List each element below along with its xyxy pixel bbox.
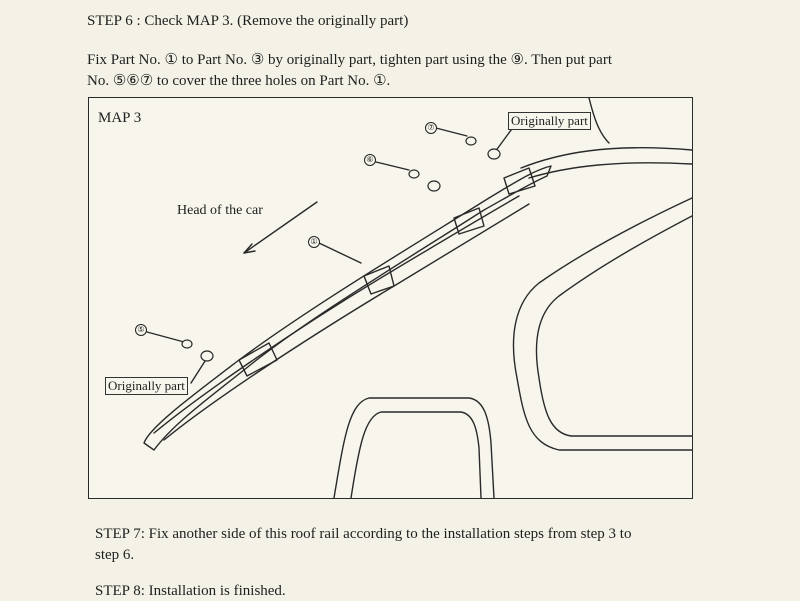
- plug-5: [201, 351, 213, 361]
- rail-foot-middle: [364, 266, 394, 294]
- step8-text: STEP 8: Installation is finished.: [95, 583, 286, 599]
- leader-originally-bottom: [191, 358, 207, 383]
- rail-foot-front: [454, 208, 484, 234]
- roof-rail-drawing: [89, 98, 692, 498]
- callout-7: ⑦: [425, 122, 437, 134]
- step7-line2: step 6.: [95, 547, 135, 563]
- step6-instruction-line2: No. ⑤⑥⑦ to cover the three holes on Part No. ①.: [87, 73, 391, 89]
- plug-6: [428, 181, 440, 191]
- leader-callout-1: [319, 243, 361, 263]
- screw-7: [466, 137, 476, 145]
- callout-5: ⑤: [135, 324, 147, 336]
- callout-6: ⑥: [364, 154, 376, 166]
- plug-7: [488, 149, 500, 159]
- map-title: MAP 3: [98, 110, 142, 126]
- screw-6: [409, 170, 419, 178]
- originally-part-label-top: Originally part: [508, 112, 591, 130]
- callout-1: ①: [308, 236, 320, 248]
- step6-heading: STEP 6 : Check MAP 3. (Remove the originally part): [87, 13, 409, 29]
- originally-part-label-bottom: Originally part: [105, 377, 188, 395]
- side-window-outline: [334, 398, 494, 498]
- leader-callout-6: [376, 162, 409, 170]
- map-3-diagram: [88, 97, 693, 499]
- head-of-car-label: Head of the car: [177, 203, 263, 218]
- step6-instruction-line1: Fix Part No. ① to Part No. ③ by originally part, tighten part using the ⑨. Then put part: [87, 52, 612, 68]
- step7-line1: STEP 7: Fix another side of this roof rail according to the installation steps from step 3 to: [95, 526, 632, 542]
- leader-callout-7: [436, 128, 467, 136]
- leader-callout-5: [147, 332, 184, 342]
- screw-5: [182, 340, 192, 348]
